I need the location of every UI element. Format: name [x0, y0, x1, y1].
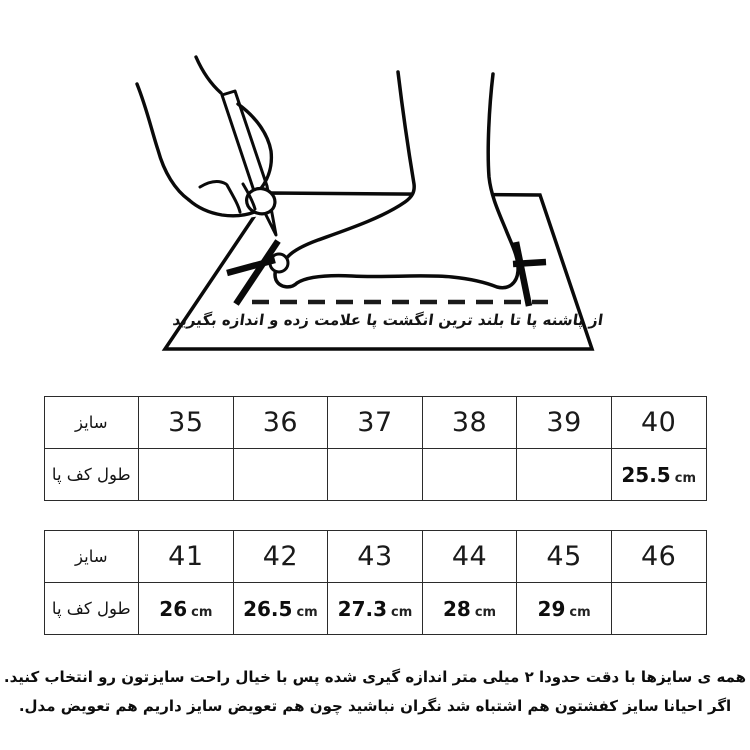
length-unit: cm	[191, 604, 213, 620]
length-row	[44, 583, 706, 635]
length-cell	[611, 449, 706, 501]
length-cell	[611, 583, 706, 635]
length-cell	[328, 449, 423, 501]
length-value: 26	[159, 596, 188, 621]
length-unit: cm	[474, 604, 497, 620]
note-line-1: همه ی سایزها با دقت حدودا ۲ میلی متر اندازه گیری شده پس با خیال راحت سایزتون رو انتخاب کنید.	[3, 668, 747, 686]
foot-fill	[275, 72, 518, 288]
length-row	[44, 449, 706, 501]
size-cell: 39	[517, 397, 612, 449]
size-row	[44, 397, 706, 449]
size-cell: 46	[611, 531, 706, 583]
size-cell: 45	[517, 531, 612, 583]
length-value: 29	[537, 596, 566, 621]
length-value: 26.5	[243, 596, 293, 621]
size-cell: 44	[422, 531, 517, 583]
length-cell	[328, 583, 423, 635]
hand-with-pen	[137, 57, 276, 235]
size-row	[44, 531, 706, 583]
size-cell: 41	[139, 531, 234, 583]
size-row-label: سایز	[44, 531, 139, 583]
length-value: 27.3	[337, 596, 388, 621]
length-row-label: طول کف پا	[44, 449, 139, 501]
size-cell: 42	[233, 531, 328, 583]
length-row-label: طول کف پا	[44, 583, 139, 635]
length-unit: cm	[674, 470, 696, 486]
size-cell: 37	[328, 397, 423, 449]
size-table-35-40	[44, 396, 707, 501]
size-row-label: سایز	[44, 397, 139, 449]
sizing-notes	[0, 663, 750, 721]
note-line-2: اگر احیانا سایز کفشتون هم اشتباه شد نگران نباشید چون هم تعویض سایز داریم هم تعویض مدل.	[18, 697, 732, 715]
heel-mark-stroke-2	[513, 262, 546, 264]
length-cell	[422, 583, 517, 635]
length-cell	[233, 449, 328, 501]
size-cell: 43	[328, 531, 423, 583]
length-cell	[517, 583, 612, 635]
size-table-41-46	[44, 530, 707, 635]
length-cell	[422, 449, 517, 501]
length-value: 25.5	[621, 462, 671, 487]
length-unit: cm	[569, 604, 591, 620]
length-cell	[233, 583, 328, 635]
size-cell: 40	[611, 397, 706, 449]
length-unit: cm	[391, 604, 413, 620]
length-cell	[139, 449, 234, 501]
length-unit: cm	[296, 604, 318, 620]
size-cell: 36	[233, 397, 328, 449]
length-cell	[517, 449, 612, 501]
illustration-caption: از پاشنه پا تا بلند ترین انگشت پا علامت زده و اندازه بگیرید	[171, 311, 605, 329]
length-value: 28	[442, 596, 471, 621]
length-cell	[139, 583, 234, 635]
size-cell: 35	[139, 397, 234, 449]
size-cell: 38	[422, 397, 517, 449]
